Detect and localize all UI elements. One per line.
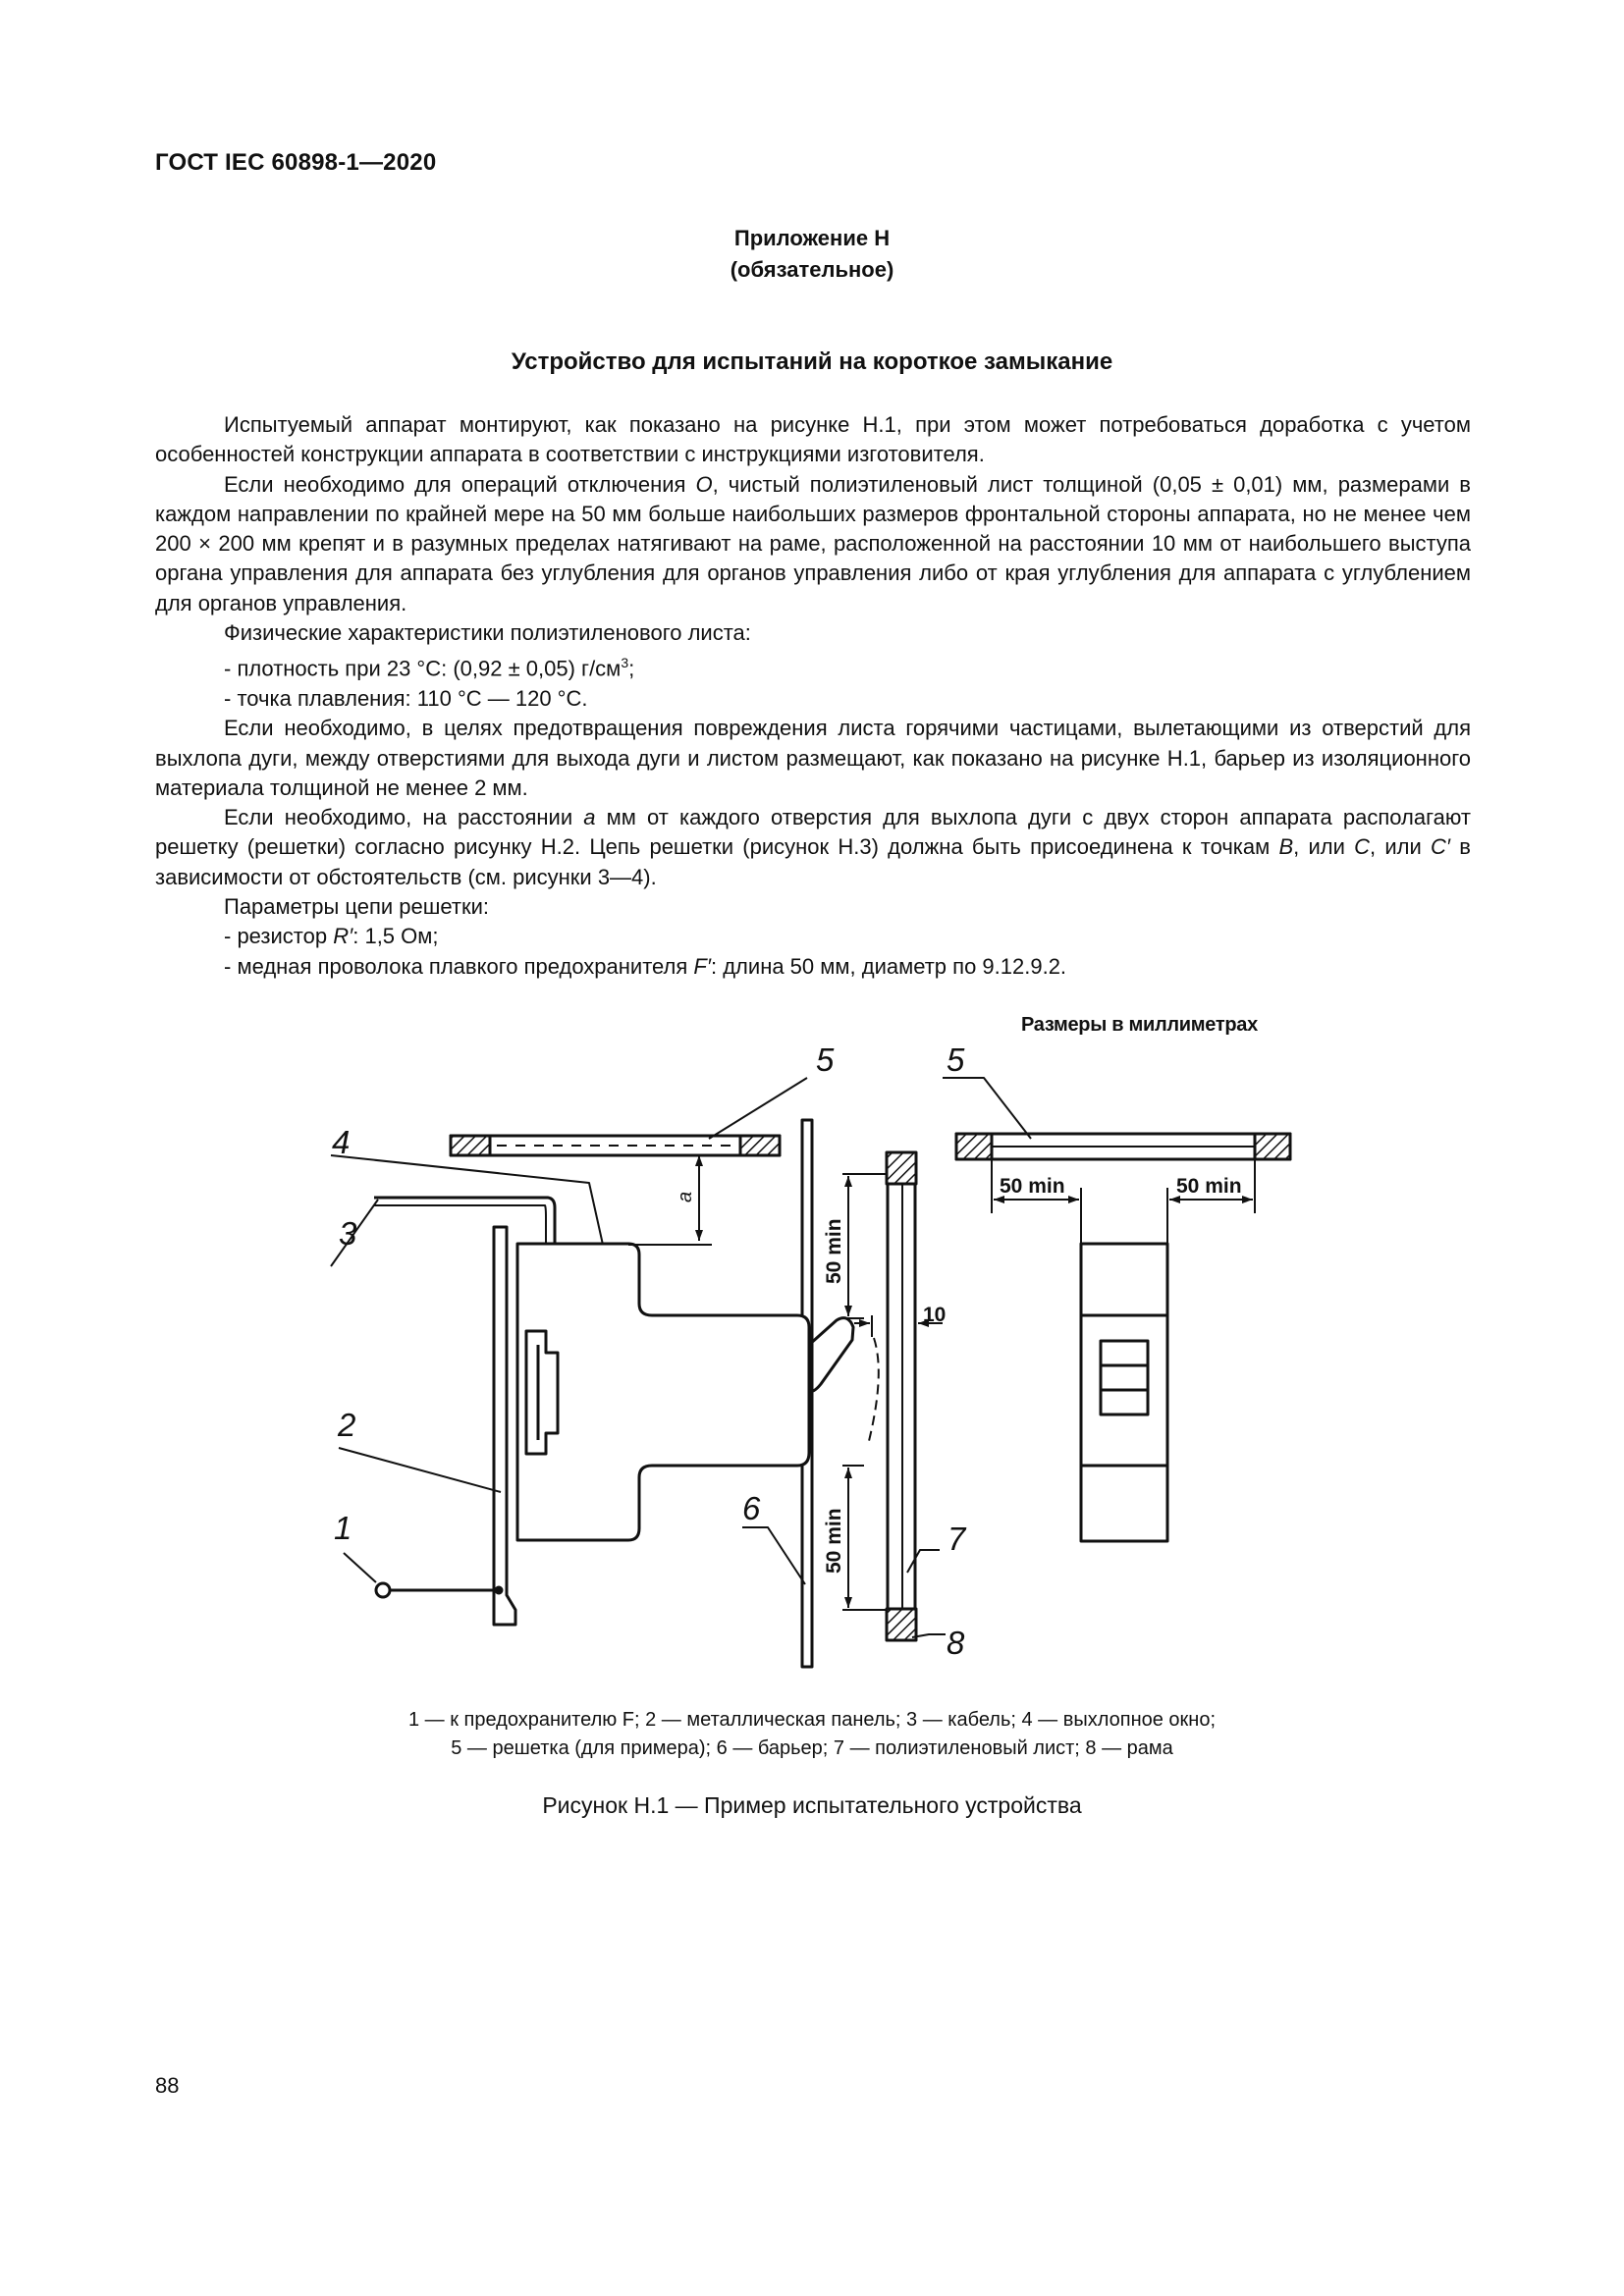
device-body xyxy=(517,1244,879,1540)
dim-50-top-text: 50 min xyxy=(823,1218,845,1284)
label-6: 6 xyxy=(742,1490,761,1526)
dimension-a xyxy=(628,1155,712,1245)
legend-line: 5 — решетка (для примера); 6 — барьер; 7 — полиэтиленовый лист; 8 — рама xyxy=(451,1737,1173,1759)
document-header: ГОСТ IEC 60898-1—2020 xyxy=(155,149,437,176)
grid-side-view xyxy=(451,1136,780,1155)
dim-10-text: 10 xyxy=(923,1304,947,1326)
text: в зависимости от обстоятельств (см. рисунки 3—4). xyxy=(155,834,1471,889)
list-item: - точка плавления: 110 °C — 120 °C. xyxy=(224,686,588,711)
device-front-view xyxy=(1081,1244,1167,1541)
text: ; xyxy=(628,656,635,681)
dim-50-right-text: 50 min xyxy=(1176,1175,1242,1198)
text: - плотность при 23 °C: (0,92 ± 0,05) г/см xyxy=(224,656,622,681)
figure-caption: Рисунок H.1 — Пример испытательного устройства xyxy=(542,1792,1082,1818)
text: Если необходимо для операций отключения xyxy=(224,471,696,497)
variable: B xyxy=(1278,834,1294,860)
figure-legend xyxy=(0,1706,1624,1763)
label-2: 2 xyxy=(338,1407,356,1443)
label-a: a xyxy=(675,1191,696,1202)
section-title: Устройство для испытаний на короткое замыкание xyxy=(511,348,1113,375)
variable: a xyxy=(583,805,596,830)
superscript: 3 xyxy=(621,655,629,671)
text: , или xyxy=(1370,834,1432,860)
label-5-front: 5 xyxy=(947,1041,965,1078)
dimensions-note: Размеры в миллиметрах xyxy=(1021,1014,1258,1036)
annex-status: (обязательное) xyxy=(730,257,894,282)
label-5-side: 5 xyxy=(816,1041,835,1078)
legend-line: 1 — к предохранителю F; 2 — металлическая панель; 3 — кабель; 4 — выхлопное окно; xyxy=(407,1709,1217,1731)
fuse-connection xyxy=(376,1583,502,1597)
text: : длина 50 мм, диаметр по 9.12.9.2. xyxy=(711,953,1067,979)
frame-with-sheet xyxy=(887,1152,916,1640)
cable xyxy=(374,1198,555,1243)
text: - резистор xyxy=(224,924,334,949)
page-number: 88 xyxy=(155,2073,180,2098)
metal-panel xyxy=(494,1227,515,1625)
dimension-50-right xyxy=(1167,1159,1255,1244)
variable: C xyxy=(1354,834,1371,860)
annex-title: Приложение H xyxy=(733,226,891,250)
paragraph: Если необходимо, в целях предотвращения повреждения листа горячими частицами, вылетающими из отверстий для выхлопа дуги, между отверстиями для выхода дуги и листом размещают, как показано на рисунке H.1, барьер из изоляционного материала толщиной не менее 2 мм. xyxy=(155,716,1471,800)
dim-50-bottom-text: 50 min xyxy=(823,1508,845,1574)
dimension-50-top xyxy=(842,1174,887,1318)
text: мм от каждого отверстия для выхлопа дуги с двух сторон аппарата располагают решетку (решетки) согласно рисунку H.2. Цепь решетки (рисунок H.3) должна быть присоединена к точкам xyxy=(155,805,1471,860)
paragraph: Испытуемый аппарат монтируют, как показано на рисунке H.1, при этом может потребоваться доработка с учетом особенностей конструкции аппарата в соответствии с инструкциями изготовителя. xyxy=(155,412,1471,467)
dimension-50-left xyxy=(992,1159,1081,1244)
text: : 1,5 Ом; xyxy=(352,924,439,949)
text: , чистый полиэтиленовый лист толщиной (0,05 ± 0,01) мм, размерами в каждом направлении по крайней мере на 50 мм больше наибольших размеров фронтальной стороны аппарата, но не менее чем 200 × 200 мм крепят и в разумных пределах натягивают на раме, расположенной на расстоянии 10 мм от наибольшего выступа органа управления для аппарата без углубления для органов управления либо от края углубления для аппарата с углублением для органов управления. xyxy=(155,471,1471,615)
variable: F′ xyxy=(693,953,711,979)
text: - медная проволока плавкого предохранителя xyxy=(224,953,694,979)
label-4: 4 xyxy=(332,1124,351,1160)
text: Если необходимо, на расстоянии xyxy=(224,805,584,830)
paragraph: Физические характеристики полиэтиленового листа: xyxy=(224,620,751,646)
label-1: 1 xyxy=(334,1510,352,1546)
paragraph: Параметры цепи решетки: xyxy=(224,894,490,920)
variable: R′ xyxy=(333,924,353,949)
variable: C′ xyxy=(1431,834,1451,860)
label-3: 3 xyxy=(339,1215,357,1252)
text: , или xyxy=(1293,834,1355,860)
grid-front-view xyxy=(956,1134,1290,1159)
variable: O xyxy=(695,471,713,497)
dimension-50-bottom xyxy=(842,1466,887,1610)
dim-50-left-text: 50 min xyxy=(1000,1175,1065,1198)
label-8: 8 xyxy=(947,1625,965,1661)
label-7: 7 xyxy=(947,1521,966,1557)
